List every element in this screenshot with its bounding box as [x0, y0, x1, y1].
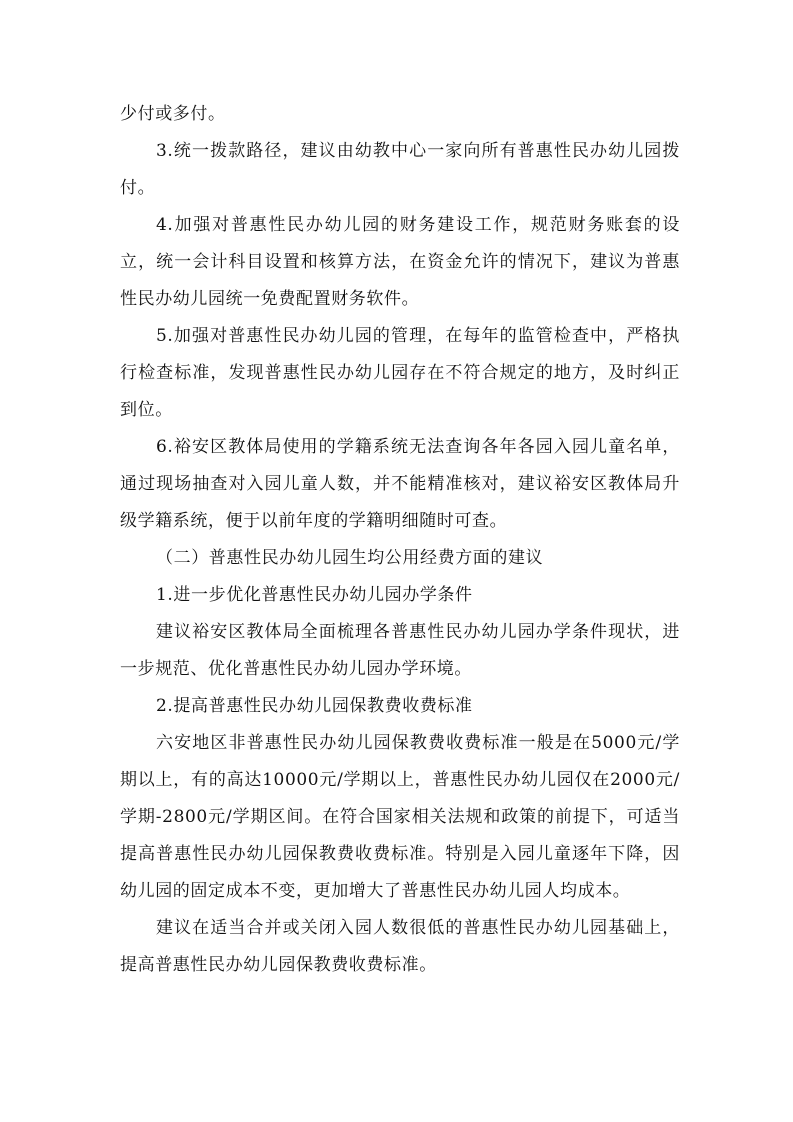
section-heading-2: （二）普惠性民办幼儿园生均公用经费方面的建议	[156, 548, 544, 568]
paragraph-continuation: 少付或多付。	[120, 104, 226, 124]
paragraph-suggestion-2: 建议在适当合并或关闭入园人数很低的普惠性民办幼儿园基础上，提高普惠性民办幼儿园保教费收费标准。	[120, 918, 680, 975]
paragraph-item-6: 6.裕安区教体局使用的学籍系统无法查询各年各园入园儿童名单，通过现场抽查对入园儿童人数，并不能精准核对，建议裕安区教体局升级学籍系统，便于以前年度的学籍明细随时可查。	[120, 437, 680, 531]
subheading-item-2: 2.提高普惠性民办幼儿园保教费收费标准	[156, 696, 473, 716]
paragraph-item-4: 4.加强对普惠性民办幼儿园的财务建设工作，规范财务账套的设立，统一会计科目设置和核算方法，在资金允许的情况下，建议为普惠性民办幼儿园统一免费配置财务软件。	[120, 215, 680, 309]
document-page	[120, 96, 680, 984]
paragraph-item-5: 5.加强对普惠性民办幼儿园的管理，在每年的监管检查中，严格执行检查标准，发现普惠性民办幼儿园存在不符合规定的地方，及时纠正到位。	[120, 326, 680, 420]
paragraph-item-3: 3.统一拨款路径，建议由幼教中心一家向所有普惠性民办幼儿园拨付。	[120, 141, 680, 198]
paragraph-fee-standards: 六安地区非普惠性民办幼儿园保教费收费标准一般是在5000元/学期以上，有的高达10000元/学期以上，普惠性民办幼儿园仅在2000元/学期-2800元/学期区间。在符合国家相关法规和政策的前提下，可适当提高普惠性民办幼儿园保教费收费标准。特别是入园儿童逐年下降，因幼儿园的固定成本不变，更加增大了普惠性民办幼儿园人均成本。	[120, 733, 680, 901]
paragraph-suggestion-1: 建议裕安区教体局全面梳理各普惠性民办幼儿园办学条件现状，进一步规范、优化普惠性民办幼儿园办学环境。	[120, 622, 680, 679]
subheading-item-1: 1.进一步优化普惠性民办幼儿园办学条件	[156, 585, 473, 605]
